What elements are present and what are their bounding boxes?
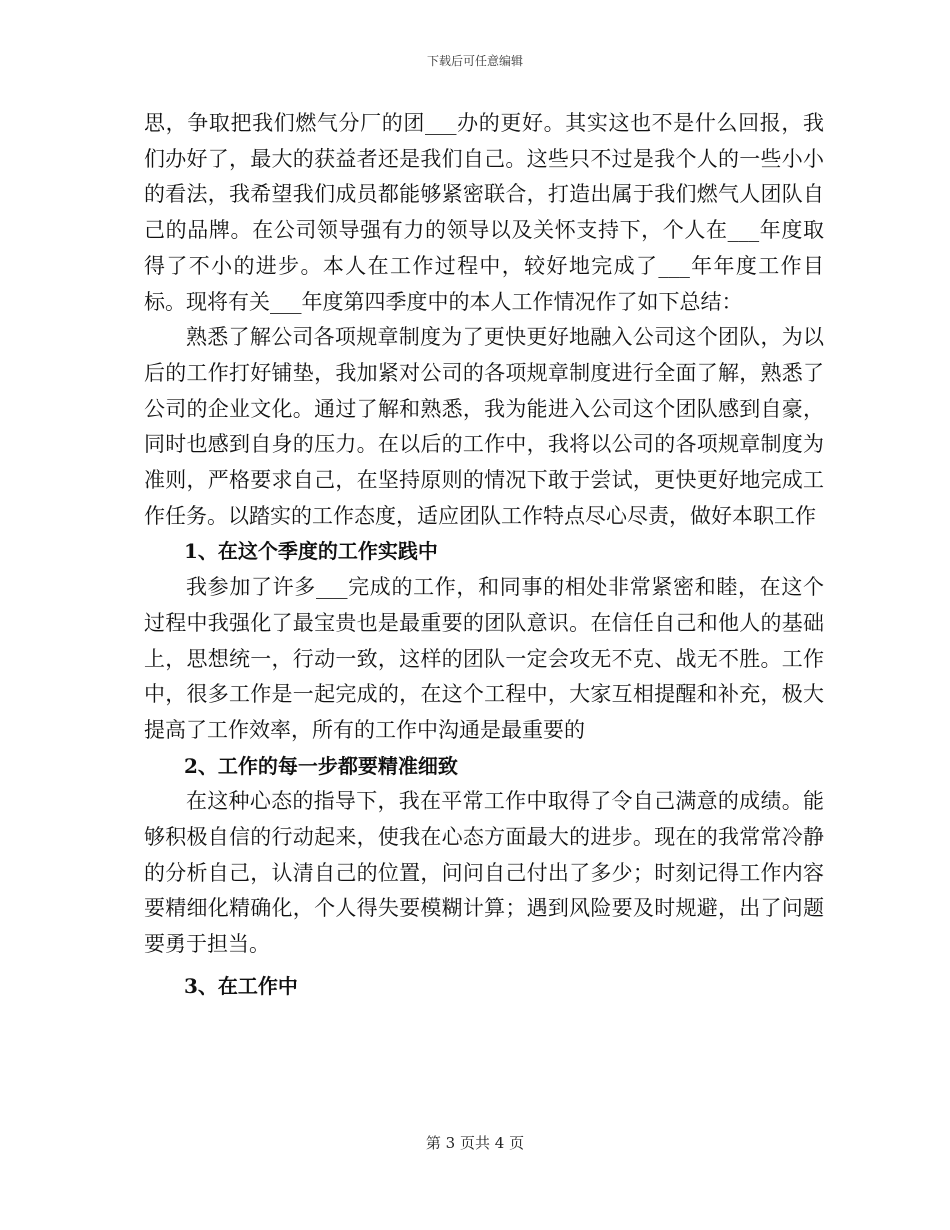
section-heading-3: 3、在工作中 bbox=[184, 973, 298, 998]
document-body bbox=[144, 106, 824, 1005]
section-heading-2: 2、工作的每一步都要精准细致 bbox=[184, 753, 458, 778]
paragraph-4: 在这种心态的指导下，我在平常工作中取得了令自己满意的成绩。能够积极自信的行动起来，使我在心态方面最大的进步。现在的我常常冷静的分析自己，认清自己的位置，问问自己付出了多少；时刻记得工作内容要精细化精确化，个人得失要模糊计算；遇到风险要及时规避，出了问题要勇于担当。 bbox=[144, 789, 824, 957]
section-heading-1: 1、在这个季度的工作实践中 bbox=[184, 539, 438, 564]
page-footer: 第 3 页共 4 页 bbox=[425, 1134, 525, 1152]
paragraph-3: 我参加了许多___完成的工作，和同事的相处非常紧密和睦，在这个过程中我强化了最宝贵也是最重要的团队意识。在信任自己和他人的基础上，思想统一，行动一致，这样的团队一定会攻无不克、战无不胜。工作中，很多工作是一起完成的，在这个工程中，大家互相提醒和补充，极大提高了工作效率，所有的工作中沟通是最重要的 bbox=[144, 575, 824, 742]
paragraph-2: 熟悉了解公司各项规章制度为了更快更好地融入公司这个团队，为以后的工作打好铺垫，我加紧对公司的各项规章制度进行全面了解，熟悉了公司的企业文化。通过了解和熟悉，我为能进入公司这个团队感到自豪，同时也感到自身的压力。在以后的工作中，我将以公司的各项规章制度为准则，严格要求自己，在坚持原则的情况下敢于尝试，更快更好地完成工作任务。以踏实的工作态度，适应团队工作特点尽心尽责，做好本职工作 bbox=[144, 325, 824, 528]
page-header: 下载后可任意编辑 bbox=[426, 54, 523, 68]
paragraph-1: 思，争取把我们燃气分厂的团___办的更好。其实这也不是什么回报，我们办好了，最大的获益者还是我们自己。这些只不过是我个人的一些小小的看法，我希望我们成员都能够紧密联合，打造出属于我们燃气人团队自己的品牌。在公司领导强有力的领导以及关怀支持下，个人在___年度取得了不小的进步。本人在工作过程中，较好地完成了___年年度工作目标。现将有关___年度第四季度中的本人工作情况作了如下总结： bbox=[144, 111, 824, 314]
